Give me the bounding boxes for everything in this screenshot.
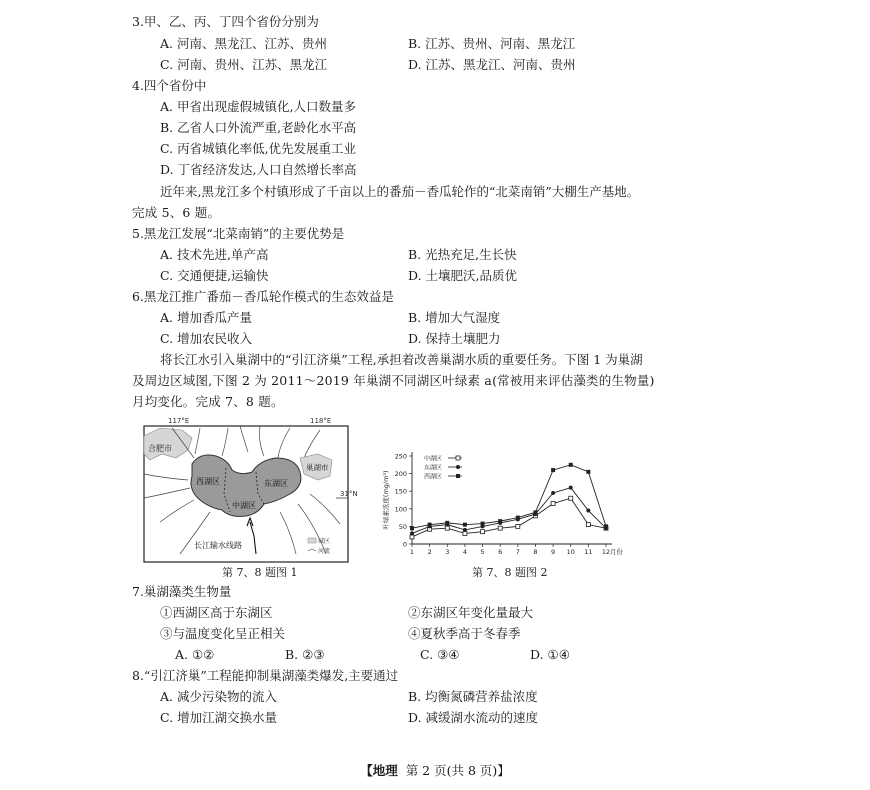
data-point [498, 526, 502, 530]
legend-marker [456, 465, 460, 469]
y-tick-label: 250 [394, 452, 407, 461]
legend-marker [456, 456, 460, 460]
q7-option-c: C. ③④ [420, 647, 460, 662]
x-tick-label: 8 [533, 548, 538, 556]
data-point [604, 524, 608, 528]
q8-option-c: C. 增加江湖交换水量 [160, 710, 278, 725]
data-point [410, 535, 414, 539]
data-point [586, 523, 590, 527]
data-point [428, 523, 432, 527]
q8-option-b: B. 均衡氮磷营养盐浓度 [408, 689, 538, 704]
data-point [569, 496, 573, 500]
chart-labels [381, 453, 624, 557]
q7-option-a: A. ①② [175, 647, 215, 662]
x-tick-label: 11 [584, 548, 593, 556]
chlorophyll-chart [378, 444, 628, 566]
data-point [516, 516, 520, 520]
q5-option-b: B. 光热充足,生长快 [408, 247, 517, 262]
q6-option-a: A. 增加香瓜产量 [160, 310, 252, 325]
middle-lake-label: 中湖区 [232, 501, 256, 510]
lon-117-label: 117°E [168, 417, 190, 425]
q8-stem: 8.“引江济巢”工程能抑制巢湖藻类爆发,主要通过 [132, 668, 399, 683]
data-point [445, 521, 449, 525]
q7-stem: 7.巢湖藻类生物量 [132, 584, 232, 599]
y-axis-label: 叶绿素浓度(mg/m³) [382, 470, 390, 530]
q6-option-b: B. 增加大气湿度 [408, 310, 501, 325]
q3-option-a: A. 河南、黑龙江、江苏、贵州 [160, 36, 327, 51]
q3-option-c: C. 河南、贵州、江苏、黑龙江 [160, 57, 328, 72]
data-point [410, 526, 414, 530]
q4-option-a: A. 甲省出现虚假城镇化,人口数量多 [160, 99, 356, 114]
data-point [533, 510, 537, 514]
data-point [481, 522, 485, 526]
q7-option-d: D. ①④ [530, 647, 570, 662]
q7-statement-2: ②东湖区年变化量最大 [408, 605, 534, 620]
x-axis-label: 月份 [610, 548, 623, 556]
chaohu-map [140, 414, 358, 564]
legend-river-label: 河流 [318, 548, 331, 555]
x-tick-label: 4 [462, 548, 467, 556]
x-tick-label: 1 [409, 548, 415, 556]
q6-stem: 6.黑龙江推广番茄－香瓜轮作模式的生态效益是 [132, 289, 394, 304]
q4-option-d: D. 丁省经济发达,人口自然增长率高 [160, 162, 357, 177]
data-point [569, 486, 573, 490]
page-footer [0, 763, 870, 779]
x-tick-label: 3 [445, 548, 450, 556]
x-tick-label: 2 [427, 548, 432, 556]
chart-legend [424, 455, 462, 481]
hefei-label: 合肥市 [148, 444, 172, 453]
data-point [551, 502, 555, 506]
footer-subject: 【地理 [360, 763, 398, 778]
legend-urban-label: 城区 [318, 538, 331, 545]
east-lake-label: 东湖区 [264, 479, 288, 488]
q3-option-d: D. 江苏、黑龙江、河南、贵州 [408, 57, 576, 72]
q5-option-a: A. 技术先进,单产高 [160, 247, 269, 262]
figure2-caption: 第 7、8 题图 2 [472, 566, 548, 579]
data-point [498, 519, 502, 523]
chaohu-city-label: 巢湖市 [306, 463, 329, 472]
data-point [410, 531, 414, 535]
legend-urban-swatch [308, 538, 316, 543]
west-lake-label: 西湖区 [196, 477, 220, 486]
legend-label: 西湖区 [424, 473, 443, 481]
y-tick-label: 100 [394, 505, 407, 514]
q8-option-a: A. 减少污染物的流入 [160, 689, 277, 704]
intro78-line2: 及周边区域图,下图 2 为 2011～2019 年巢湖不同湖区叶绿素 a(常被用来评估藻类的生物量) [132, 373, 655, 388]
figure1-caption: 第 7、8 题图 1 [222, 566, 298, 579]
q4-stem: 4.四个省份中 [132, 78, 207, 93]
lat-31-label: 31°N [340, 490, 358, 498]
q7-option-b: B. ②③ [285, 647, 325, 662]
q6-option-c: C. 增加农民收入 [160, 331, 253, 346]
data-point [463, 531, 467, 535]
intro78-line1: 将长江水引入巢湖中的“引江济巢”工程,承担着改善巢湖水质的重要任务。下图 1 为巢湖 [160, 352, 643, 367]
q7-statement-4: ④夏秋季高于冬春季 [408, 626, 521, 641]
data-point [463, 528, 467, 532]
q3-stem: 3.甲、乙、丙、丁四个省份分别为 [132, 14, 319, 29]
x-tick-label: 10 [566, 548, 575, 556]
x-tick-label: 5 [480, 548, 485, 556]
q5-stem: 5.黑龙江发展“北菜南销”的主要优势是 [132, 226, 345, 241]
q5-option-d: D. 土壤肥沃,品质优 [408, 268, 517, 283]
data-point [445, 526, 449, 530]
route-label: 长江输水线路 [194, 541, 242, 550]
legend-marker [456, 474, 460, 478]
y-tick-label: 50 [398, 522, 407, 531]
data-point [586, 470, 590, 474]
x-tick-label: 7 [515, 548, 520, 556]
y-tick-label: 200 [394, 470, 407, 479]
data-point [586, 509, 590, 513]
series-line-1 [412, 488, 606, 534]
data-point [516, 524, 520, 528]
intro78-line3: 月均变化。完成 7、8 题。 [132, 394, 284, 409]
data-point [551, 491, 555, 495]
q4-option-c: C. 丙省城镇化率低,优先发展重工业 [160, 141, 357, 156]
q6-option-d: D. 保持土壤肥力 [408, 331, 501, 346]
y-tick-label: 150 [394, 487, 407, 496]
q4-option-b: B. 乙省人口外流严重,老龄化水平高 [160, 120, 357, 135]
footer-page: 第 2 页(共 8 页)】 [405, 763, 510, 778]
q7-statement-3: ③与温度变化呈正相关 [160, 626, 286, 641]
data-point [569, 463, 573, 467]
data-point [481, 530, 485, 534]
x-tick-label: 9 [551, 548, 556, 556]
legend-label: 东湖区 [424, 464, 443, 472]
x-tick-label: 6 [498, 548, 503, 556]
q5-option-c: C. 交通便捷,运输快 [160, 268, 269, 283]
q8-option-d: D. 减缓湖水流动的速度 [408, 710, 539, 725]
q7-statement-1: ①西湖区高于东湖区 [160, 605, 273, 620]
series-line-0 [412, 498, 606, 537]
y-tick-label: 0 [402, 540, 407, 549]
data-point [463, 523, 467, 527]
legend-label: 中湖区 [424, 455, 443, 463]
lon-118-label: 118°E [310, 417, 332, 425]
x-tick-label: 12 [601, 548, 611, 556]
data-point [551, 468, 555, 472]
q3-option-b: B. 江苏、贵州、河南、黑龙江 [408, 36, 576, 51]
intro56-line1: 近年来,黑龙江多个村镇形成了千亩以上的番茄－香瓜轮作的“北菜南销”大棚生产基地。 [160, 184, 640, 199]
intro56-line2: 完成 5、6 题。 [132, 205, 221, 220]
